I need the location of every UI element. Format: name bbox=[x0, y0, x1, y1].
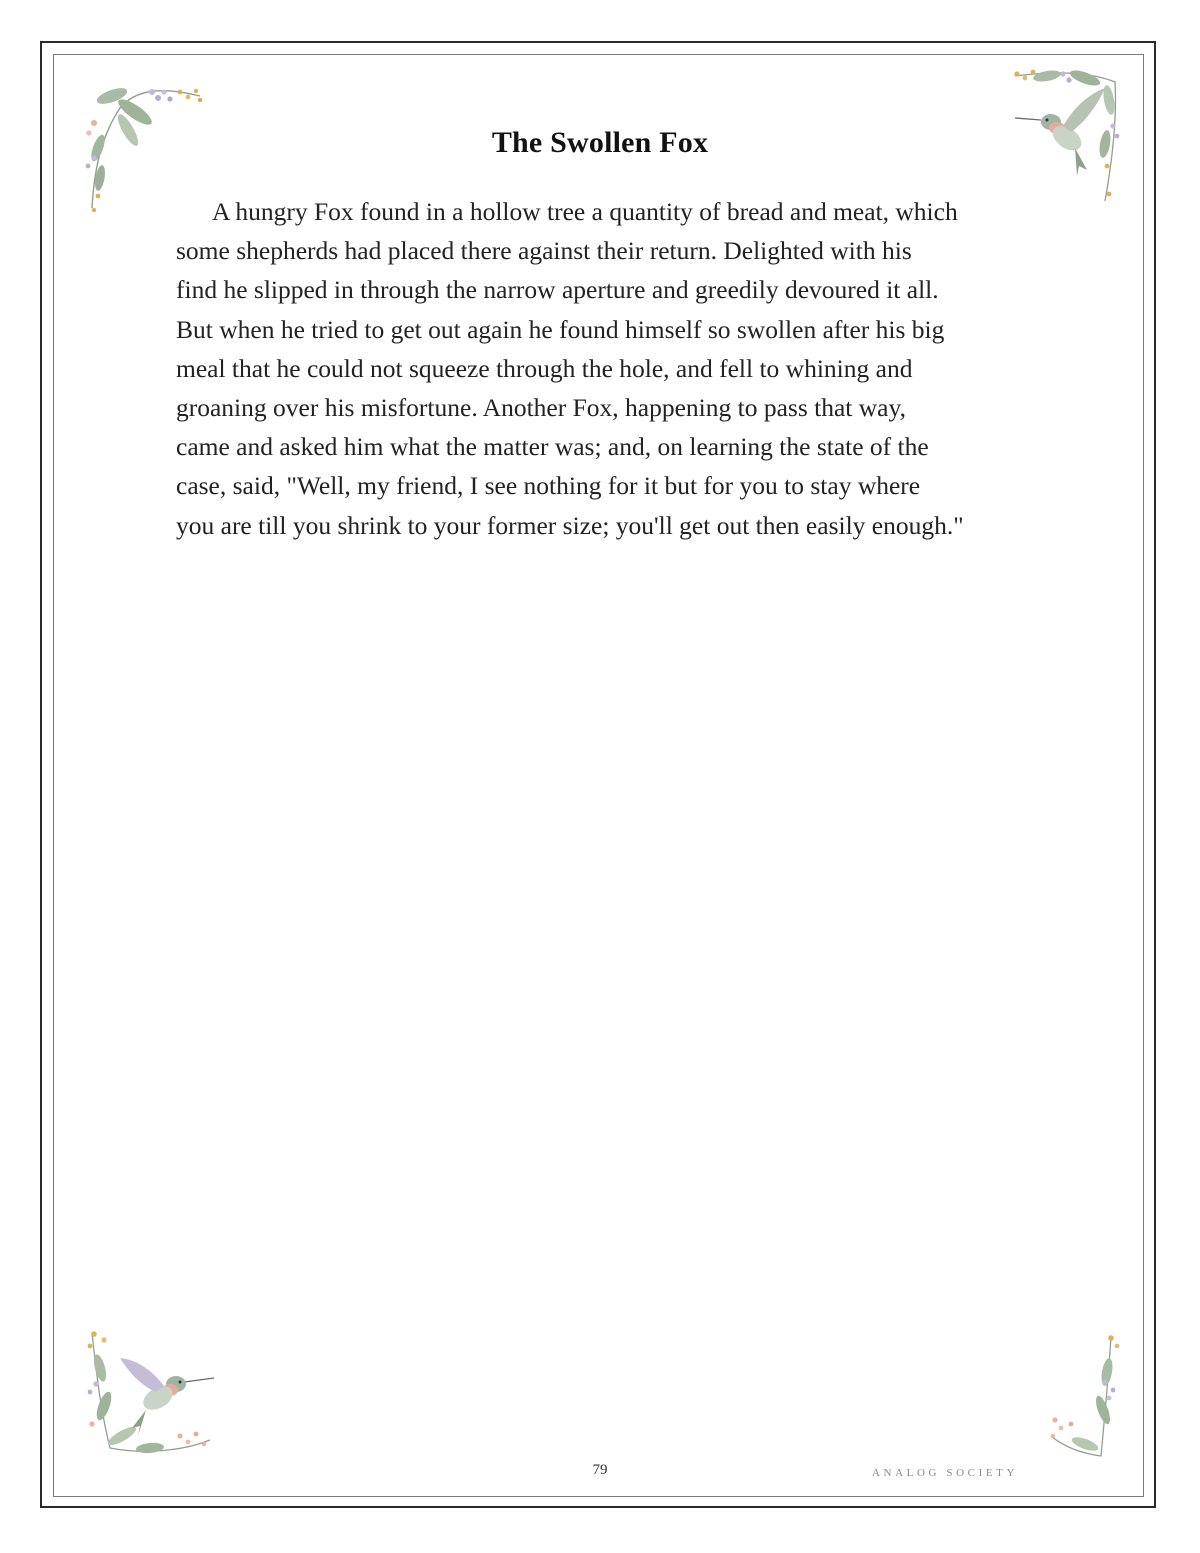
story-line: But when he tried to get out again he found himself so swollen after his big bbox=[176, 314, 945, 344]
brand-footer: ANALOG SOCIETY bbox=[872, 1467, 1019, 1479]
page-number: 79 bbox=[592, 1462, 608, 1478]
story-line: find he slipped in through the narrow aperture and greedily devoured it all. bbox=[176, 275, 939, 305]
story-line: case, said, "Well, my friend, I see nothing for it but for you to stay where bbox=[176, 471, 921, 501]
story-line: meal that he could not squeeze through the hole, and fell to whining and bbox=[176, 353, 913, 383]
story-line: you are till you shrink to your former size; you'll get out then easily enough." bbox=[176, 510, 964, 540]
floral-corner-icon bbox=[1045, 1332, 1125, 1462]
story-body bbox=[176, 192, 1036, 545]
hummingbird-floral-icon bbox=[80, 1328, 220, 1463]
story-line: groaning over his misfortune. Another Fox, happening to pass that way, bbox=[176, 393, 906, 423]
story-line: came and asked him what the matter was; and, on learning the state of the bbox=[176, 432, 929, 462]
story-title: The Swollen Fox bbox=[491, 126, 709, 159]
story-line: A hungry Fox found in a hollow tree a quantity of bread and meat, which bbox=[212, 197, 958, 226]
story-line: some shepherds had placed there against their return. Delighted with his bbox=[176, 236, 912, 266]
